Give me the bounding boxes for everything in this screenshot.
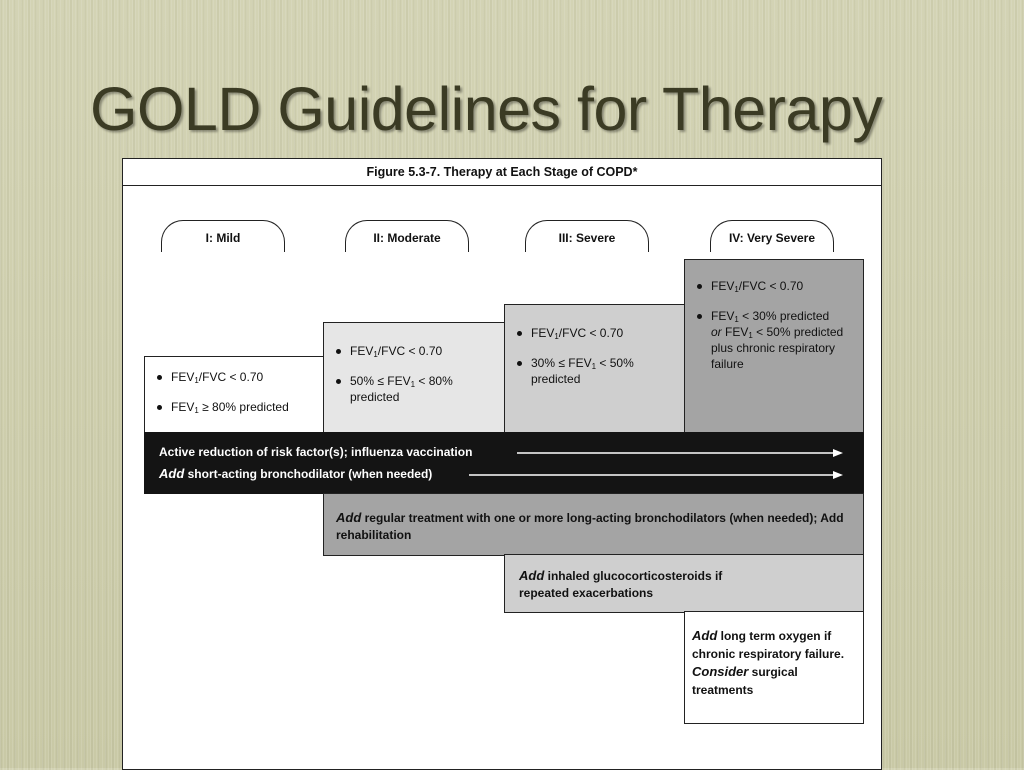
stage-tab-moderate: II: Moderate [345,220,469,252]
band-line-short-acting: Add short-acting bronchodilator (when needed) [159,466,433,481]
bullet-icon [157,405,162,410]
arrow-right-icon [517,446,843,460]
all-stages-treatment-band [144,432,864,494]
bullet-icon [697,284,702,289]
criterion-item: $FEV_1$/FVC < 0.70 [334,343,496,359]
bullet-icon [517,331,522,336]
treatment-oxygen-surgery: Add long term oxygen if chronic respiratory failure. Consider surgical treatments [684,611,864,724]
criterion-item: $FEV_1$/FVC < 0.70 [515,325,669,341]
bullet-icon [336,349,341,354]
criterion-item: $FEV_1$/FVC < 0.70 [695,278,849,294]
stage-tab-very-severe: IV: Very Severe [710,220,834,252]
bullet-icon [517,361,522,366]
stage-tab-mild: I: Mild [161,220,285,252]
band-line-risk-reduction: Active reduction of risk factor(s); influenza vaccination [159,445,473,459]
stage-box-severe [504,304,686,434]
bullet-icon [697,314,702,319]
bullet-icon [157,375,162,380]
criterion-item: $30\% \le FEV_1 < 50\%$ predicted [515,355,669,387]
treatment-long-acting-bronchodilators: Add regular treatment with one or more long-acting bronchodilators (when needed); Add rehabilitation [323,493,864,556]
copd-therapy-figure [122,158,882,770]
bullet-icon [336,379,341,384]
criterion-item: $FEV_1 < 30\%$ predicted or $FEV_1 < 50\%$ predicted plus chronic respiratory failure [695,308,849,372]
stage-box-mild [144,356,324,434]
figure-caption: Figure 5.3-7. Therapy at Each Stage of COPD* [123,159,881,186]
stage-tab-severe: III: Severe [525,220,649,252]
criterion-item: $50\% \le FEV_1 < 80\%$ predicted [334,373,496,405]
treatment-glucocorticosteroids: Add inhaled glucocorticosteroids if repeated exacerbations [504,554,864,613]
criterion-item: $FEV_1 \ge 80\%$ predicted [155,399,323,415]
arrow-right-icon [469,468,843,482]
slide-title: GOLD Guidelines for Therapy [90,75,883,143]
stage-box-moderate [323,322,505,434]
criterion-item: $FEV_1$/FVC < 0.70 [155,369,323,385]
stage-box-very-severe [684,259,864,434]
